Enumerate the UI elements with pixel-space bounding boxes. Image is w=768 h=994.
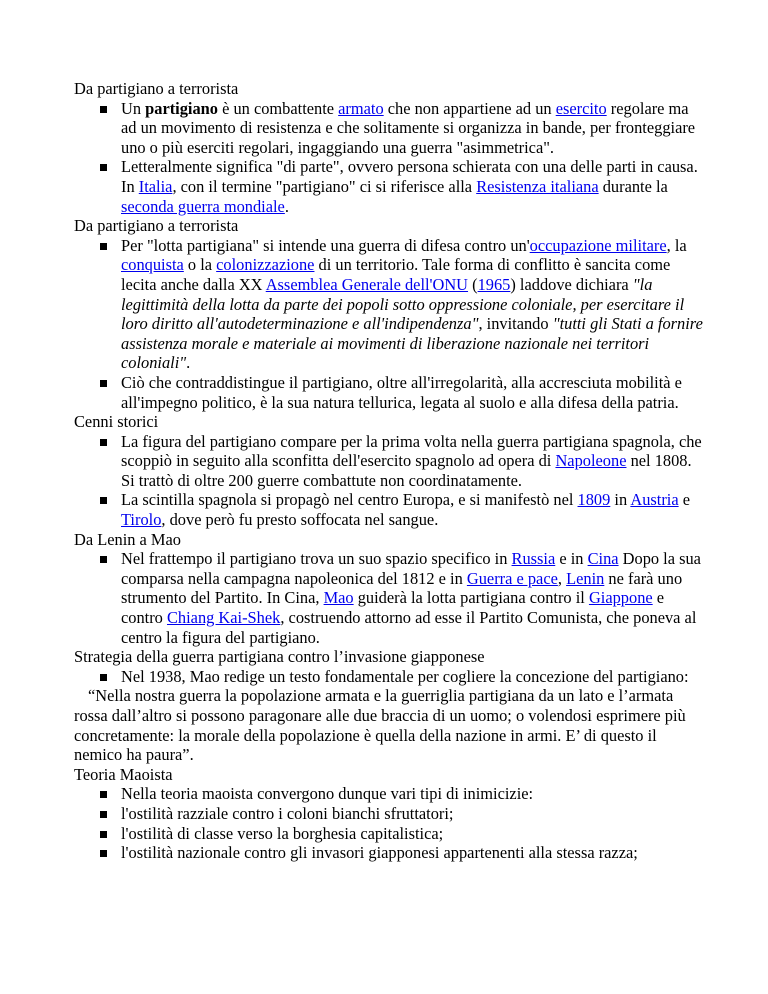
text-run: , costruendo attorno ad esse il Partito Comunista, che poneva al centro la figura del partigiano. <box>121 608 697 647</box>
bullet-list <box>74 99 704 217</box>
link-tirolo[interactable]: Tirolo <box>121 510 162 530</box>
text-run: Ciò che contraddistingue il partigiano, oltre all'irregolarità, alla accresciuta mobilità e all'impegno politico, è la sua natura tellurica, legata al suolo e alla difesa della patria. <box>121 372 682 412</box>
link-napoleone[interactable]: Napoleone <box>555 451 627 471</box>
link-lenin[interactable]: Lenin <box>566 568 605 588</box>
text-run: , <box>557 568 567 588</box>
link-conquista[interactable]: conquista <box>121 255 184 275</box>
text-run: Nella teoria maoista convergono dunque vari tipi di inimicizie: <box>121 784 534 804</box>
link-austria[interactable]: Austria <box>630 490 679 510</box>
italic-quote: "tutti gli Stati a fornire assistenza morale e materiale ai movimenti di liberazione nazionale nei territori coloniali" <box>121 314 703 373</box>
link-giappone[interactable]: Giappone <box>588 588 653 608</box>
text-run: guiderà la lotta partigiana contro il <box>353 588 589 608</box>
bold-text: partigiano <box>145 98 218 118</box>
text-run: La scintilla spagnola si propagò nel centro Europa, e si manifestò nel <box>121 490 578 510</box>
link-armato[interactable]: armato <box>338 98 384 118</box>
link-mao[interactable]: Mao <box>323 588 354 608</box>
text-run: l'ostilità di classe verso la borghesia capitalistica; <box>121 823 444 843</box>
bullet-item <box>74 784 704 804</box>
bullet-item <box>74 490 704 529</box>
link-colonizzazione[interactable]: colonizzazione <box>216 255 315 275</box>
text-run: Letteralmente significa "di parte", ovvero persona schierata con una delle parti in causa. In <box>121 157 698 196</box>
text-run: che non appartiene ad un <box>383 98 556 118</box>
link-guerra-e-pace[interactable]: Guerra e pace <box>466 568 558 588</box>
document-page <box>74 79 704 863</box>
text-run: Nel frattempo il partigiano trova un suo spazio specifico in <box>121 549 512 569</box>
text-run: o la <box>183 255 217 275</box>
text-run: durante la <box>598 176 668 196</box>
section-heading: Strategia della guerra partigiana contro l’invasione giapponese <box>74 647 485 667</box>
text-run: nel 1808. Si trattò di oltre 200 guerre combattute non coordinatamente. <box>121 451 692 490</box>
text-run: Dopo la sua comparsa nella campagna napoleonica del 1812 e in <box>121 549 701 588</box>
text-run: Un <box>121 98 146 118</box>
bullet-list <box>74 549 704 647</box>
link-1809[interactable]: 1809 <box>577 490 611 510</box>
bullet-item <box>74 824 704 844</box>
section-heading: Da partigiano a terrorista <box>74 79 239 98</box>
link-chiang-kai-shek[interactable]: Chiang Kai-Shek <box>166 608 281 628</box>
link-esercito[interactable]: esercito <box>555 98 607 118</box>
text-run: e in <box>555 549 588 569</box>
text-run: La figura del partigiano compare per la prima volta nella guerra partigiana spagnola, che scoppiò in seguito alla sconfitta dell'esercito spagnolo ad opera di <box>121 431 702 471</box>
text-run: in <box>610 490 631 510</box>
link-1965[interactable]: 1965 <box>477 274 511 294</box>
text-run: è un combattente <box>218 98 339 118</box>
link-assemblea-generale-dell-onu[interactable]: Assemblea Generale dell'ONU <box>265 274 469 294</box>
text-run: e contro <box>121 588 665 628</box>
text-run: , con il termine "partigiano" ci si riferisce alla <box>172 176 477 196</box>
text-run: Nel 1938, Mao redige un testo fondamentale per cogliere la concezione del partigiano: <box>121 666 689 686</box>
bullet-list <box>74 784 704 862</box>
text-run: , invitando <box>478 314 553 334</box>
text-run: . <box>186 353 191 373</box>
link-russia[interactable]: Russia <box>511 549 556 569</box>
text-run: Per "lotta partigiana" si intende una guerra di difesa contro un' <box>121 235 530 255</box>
bullet-item <box>74 373 704 412</box>
text-run: , dove però fu presto soffocata nel sangue. <box>161 510 439 530</box>
italic-quote: "la legittimità della lotta da parte dei popoli sotto oppressione coloniale, per esercitare il loro diritto all'autodeterminazione e all'indipendenza" <box>121 274 685 334</box>
bullet-item <box>74 843 704 863</box>
bullet-list <box>74 432 704 530</box>
bullet-list <box>74 236 704 412</box>
text-run: . <box>284 196 289 216</box>
bullet-item <box>74 549 704 647</box>
link-italia[interactable]: Italia <box>138 176 173 196</box>
text-run: e <box>678 490 690 510</box>
section-heading: Da Lenin a Mao <box>74 529 181 549</box>
link-cina[interactable]: Cina <box>587 549 619 569</box>
text-run: ( <box>468 274 478 294</box>
bullet-item <box>74 667 704 687</box>
text-run: ) laddove dichiara <box>510 274 633 294</box>
bullet-item <box>74 157 704 216</box>
bullet-item <box>74 432 704 491</box>
text-run: l'ostilità razziale contro i coloni bianchi sfruttatori; <box>121 803 454 823</box>
text-run: ne farà uno strumento del Partito. In Cina, <box>121 568 683 608</box>
bullet-item <box>74 804 704 824</box>
bullet-item <box>74 99 704 158</box>
text-run: di un territorio. Tale forma di conflitto è sancita come lecita anche dalla XX <box>121 255 671 294</box>
section-heading: Teoria Maoista <box>74 764 173 784</box>
mao-quote: “Nella nostra guerra la popolazione armata e la guerriglia partigiana da un lato e l’armata rossa dall’altro si possono paragonare alle due braccia di un uomo; o volendosi esprimere più concretamente: la morale della popolazione è quella della nazione in armi. E’ di questo il nemico ha paura”. <box>74 686 686 765</box>
link-seconda-guerra-mondiale[interactable]: seconda guerra mondiale <box>121 196 285 216</box>
section-heading: Da partigiano a terrorista <box>74 216 239 236</box>
text-run: l'ostilità nazionale contro gli invasori giapponesi appartenenti alla stessa razza; <box>121 843 638 863</box>
link-occupazione-militare[interactable]: occupazione militare <box>529 235 667 255</box>
text-run: regolare ma ad un movimento di resistenza e che solitamente si organizza in bande, per fronteggiare uno o più eserciti regolari, ingaggiando una guerra "asimmetrica". <box>121 98 696 157</box>
bullet-item <box>74 236 704 373</box>
link-resistenza-italiana[interactable]: Resistenza italiana <box>476 176 599 196</box>
text-run: , la <box>666 235 687 255</box>
bullet-list <box>74 667 704 687</box>
section-heading: Cenni storici <box>74 412 159 432</box>
